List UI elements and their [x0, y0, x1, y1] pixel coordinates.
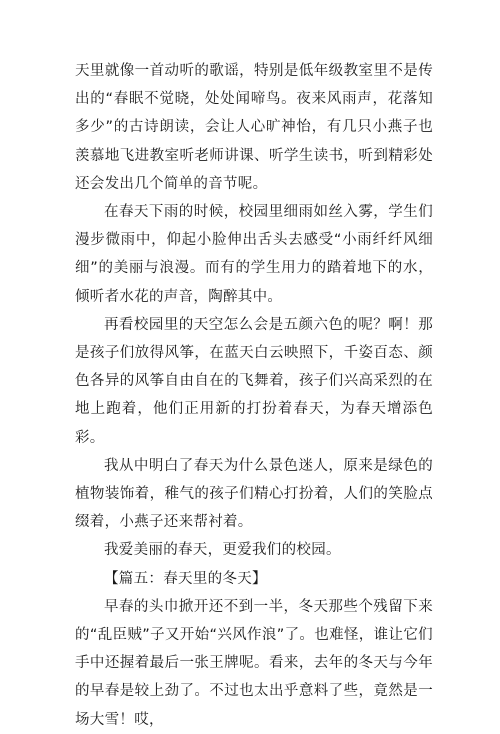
- paragraph-2: 在春天下雨的时候，校园里细雨如丝入雾，学生们漫步微雨中，仰起小脸伸出舌头去感受“小雨纤纤风细细”的美丽与浪漫。而有的学生用力的踏着地下的水，倾听者水花的声音，陶醉其中。: [75, 204, 433, 305]
- paragraph-1: 天里就像一首动听的歌谣，特别是低年级教室里不是传出的“春眠不觉晓，处处闻啼鸟。夜来风雨声，花落知多少”的古诗朗读，会让人心旷神怡，有几只小燕子也羡慕地飞进教室听老师讲课、听学生读书，听到精彩处还会发出几个简单的音节呢。: [75, 63, 433, 192]
- paragraph-3: 再看校园里的天空怎么会是五颜六色的呢？啊！那是孩子们放得风筝，在蓝天白云映照下，千姿百态、颜色各异的风筝自由自在的飞舞着，孩子们兴高采烈的在地上跑着，他们正用新的打扮着春天，为春天增添色彩。: [75, 316, 433, 446]
- section-heading: 【篇五：春天里的冬天】: [104, 570, 267, 587]
- paragraph-5: 我爱美丽的春天，更爱我们的校园。: [104, 542, 341, 559]
- paragraph-4: 我从中明白了春天为什么景色迷人，原来是绿色的植物装饰着，稚气的孩子们精心打扮着，人们的笑脸点缀着，小燕子还来帮衬着。: [75, 457, 433, 531]
- document-body: [75, 57, 433, 734]
- paragraph-6: 早春的头巾掀开还不到一半，冬天那些个残留下来的“乱臣贼”子又开始“兴风作浪”了。也难怪，谁让它们手中还握着最后一张王牌呢。看来，去年的冬天与今年的早春是较上劲了。不过也太出乎意料了些，竟然是一场大雪！哎，: [75, 598, 433, 728]
